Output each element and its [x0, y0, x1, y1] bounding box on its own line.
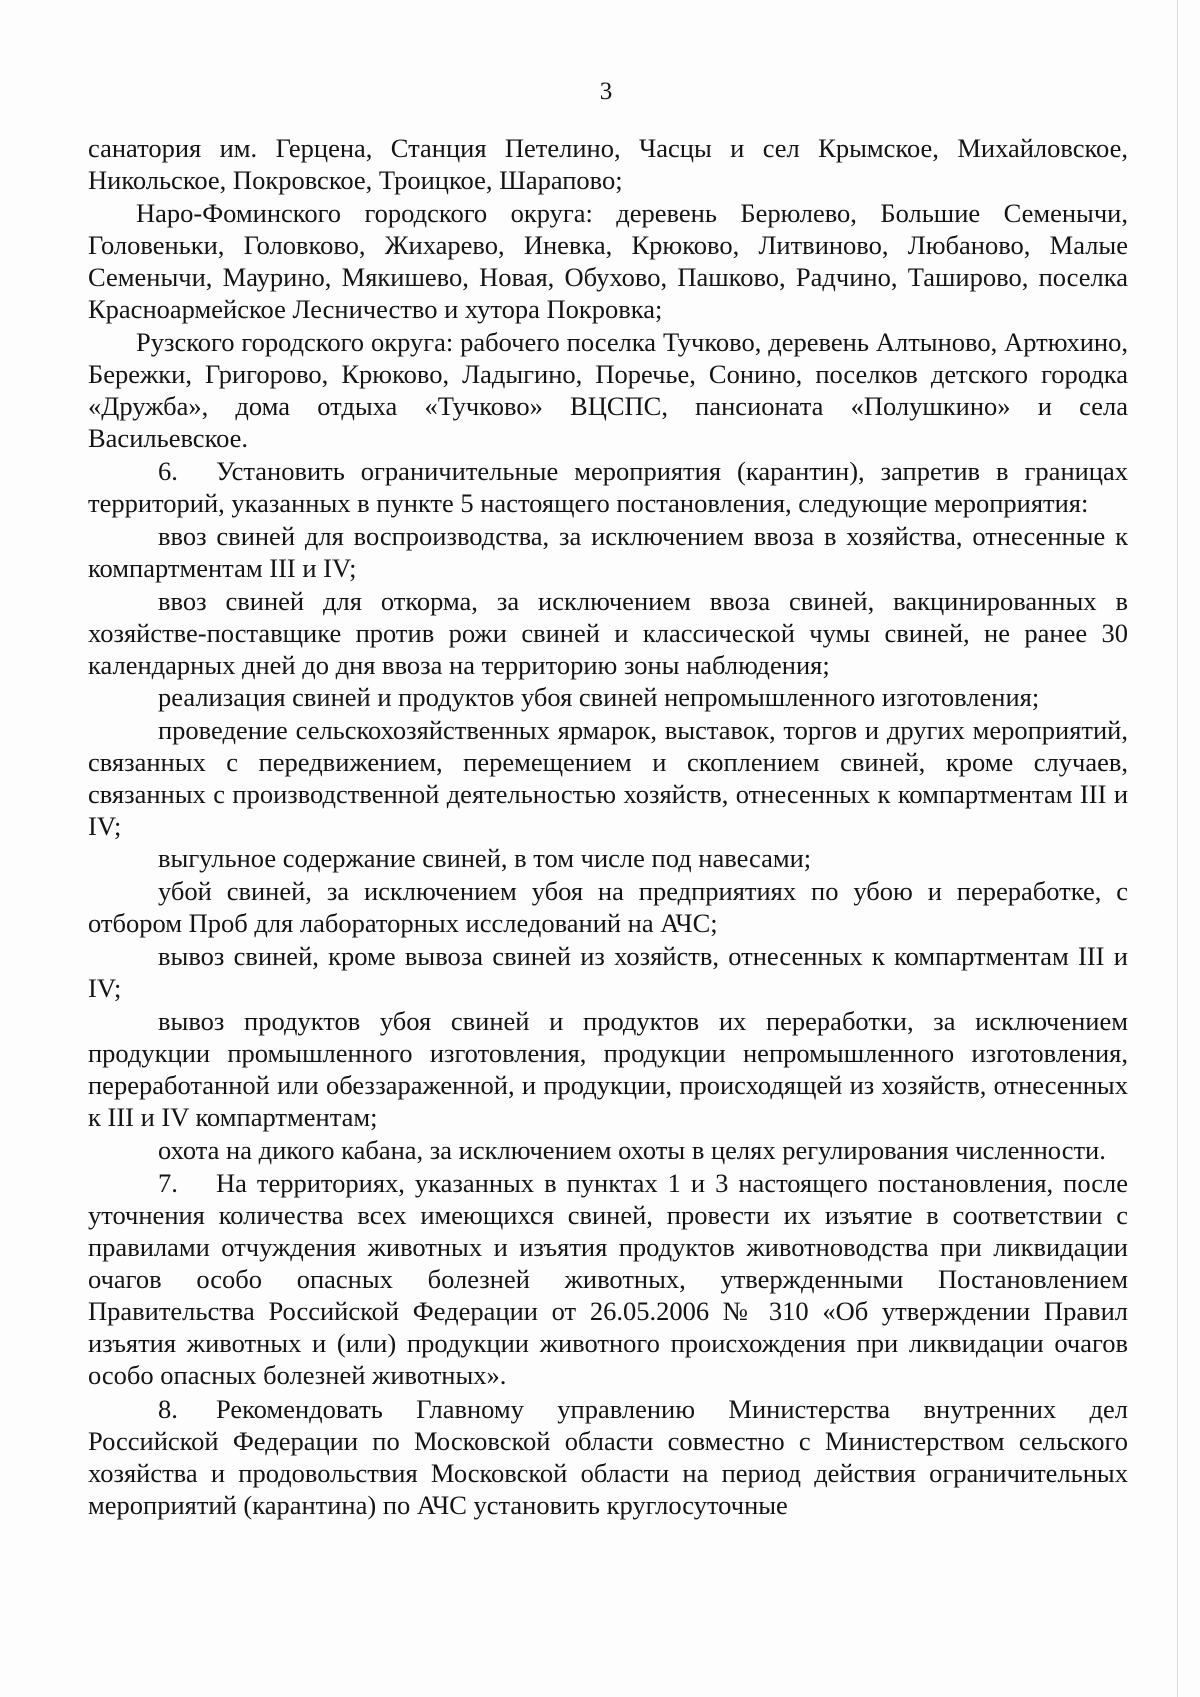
document-body: [88, 132, 1128, 1521]
item-7-text: На территориях, указанных в пунктах 1 и 3 настоящего постановления, после уточнения количества всех имеющихся свиней, провести их изъятие в соответствии с правилами отчуждения животных и изъятия продуктов животноводства при ликвидации очагов особо опасных болезней животных, утвержденными Постановлением Правительства Российской Федерации от 26.05.2006 № 310 «Об утверждении Правил изъятия животных и (или) продукции животного происхождения при ликвидации очагов особо опасных болезней животных».: [88, 1168, 1128, 1390]
item-7: [88, 1167, 1128, 1391]
item-8: [88, 1393, 1128, 1521]
restriction-hunting: охота на дикого кабана, за исключением охоты в целях регулирования численности.: [158, 1135, 1106, 1165]
item-7-number: 7.: [158, 1168, 178, 1198]
paragraph-naro-fominsk: Наро-Фоминского городского округа: деревень Берюлево, Большие Семенычи, Головеньки, Головково, Жихарево, Иневка, Крюково, Литвиново, Любаново, Малые Семенычи, Маурино, Мякишево, Новая, Обухово, Пашково, Радчино, Таширово, поселка Красноармейское Лесничество и хутора Покровка;: [88, 198, 1128, 324]
restriction-fairs: проведение сельскохозяйственных ярмарок, выставок, торгов и других мероприятий, связанных с передвижением, перемещением и скоплением свиней, кроме случаев, связанных с производственной деятельностью хозяйств, отнесенных к компартментам III и IV;: [88, 715, 1128, 841]
page-edge-line: [1177, 0, 1178, 1697]
restriction-export-pigs: вывоз свиней, кроме вывоза свиней из хозяйств, отнесенных к компартментам III и IV;: [88, 941, 1128, 1003]
item-6: [88, 455, 1128, 519]
item-8-text: Рекомендовать Главному управлению Министерства внутренних дел Российской Федерации по Московской области совместно с Министерством сельского хозяйства и продовольствия Московской области на период действия ограничительных мероприятий (карантина) по АЧС установить круглосуточные: [88, 1394, 1128, 1520]
restriction-sale: реализация свиней и продуктов убоя свиней непромышленного изготовления;: [158, 682, 1040, 712]
item-6-number: 6.: [158, 456, 178, 486]
restriction-breeding-import: ввоз свиней для воспроизводства, за исключением ввоза в хозяйства, отнесенные к компартментам III и IV;: [88, 521, 1128, 583]
paragraph-sanatorium-list: санатория им. Герцена, Станция Петелино, Часцы и сел Крымское, Михайловское, Никольское, Покровское, Троицкое, Шарапово;: [88, 133, 1128, 195]
restriction-fattening-import: ввоз свиней для откорма, за исключением ввоза свиней, вакцинированных в хозяйстве-поставщике против рожи свиней и классической чумы свиней, не ранее 30 календарных дней до дня ввоза на территорию зоны наблюдения;: [88, 586, 1128, 680]
restriction-free-range: выгульное содержание свиней, в том числе под навесами;: [158, 843, 812, 873]
item-6-text: Установить ограничительные мероприятия (карантин), запретив в границах территорий, указанных в пункте 5 настоящего постановления, следующие мероприятия:: [88, 456, 1128, 518]
item-8-number: 8.: [158, 1394, 178, 1424]
restriction-slaughter: убой свиней, за исключением убоя на предприятиях по убою и переработке, с отбором Проб для лабораторных исследований на АЧС;: [88, 876, 1128, 938]
paragraph-ruza: Рузского городского округа: рабочего поселка Тучково, деревень Алтыново, Артюхино, Бережки, Григорово, Крюково, Ладыгино, Поречье, Сонино, поселков детского городка «Дружба», дома отдыха «Тучково» ВЦСПС, пансионата «Полушкино» и села Васильевское.: [88, 327, 1128, 453]
page-number: 3: [599, 78, 613, 105]
restriction-export-products: вывоз продуктов убоя свиней и продуктов их переработки, за исключением продукции промышленного изготовления, продукции непромышленного изготовления, переработанной или обеззараженной, и продукции, происходящей из хозяйств, отнесенных к III и IV компартментам;: [88, 1006, 1128, 1132]
